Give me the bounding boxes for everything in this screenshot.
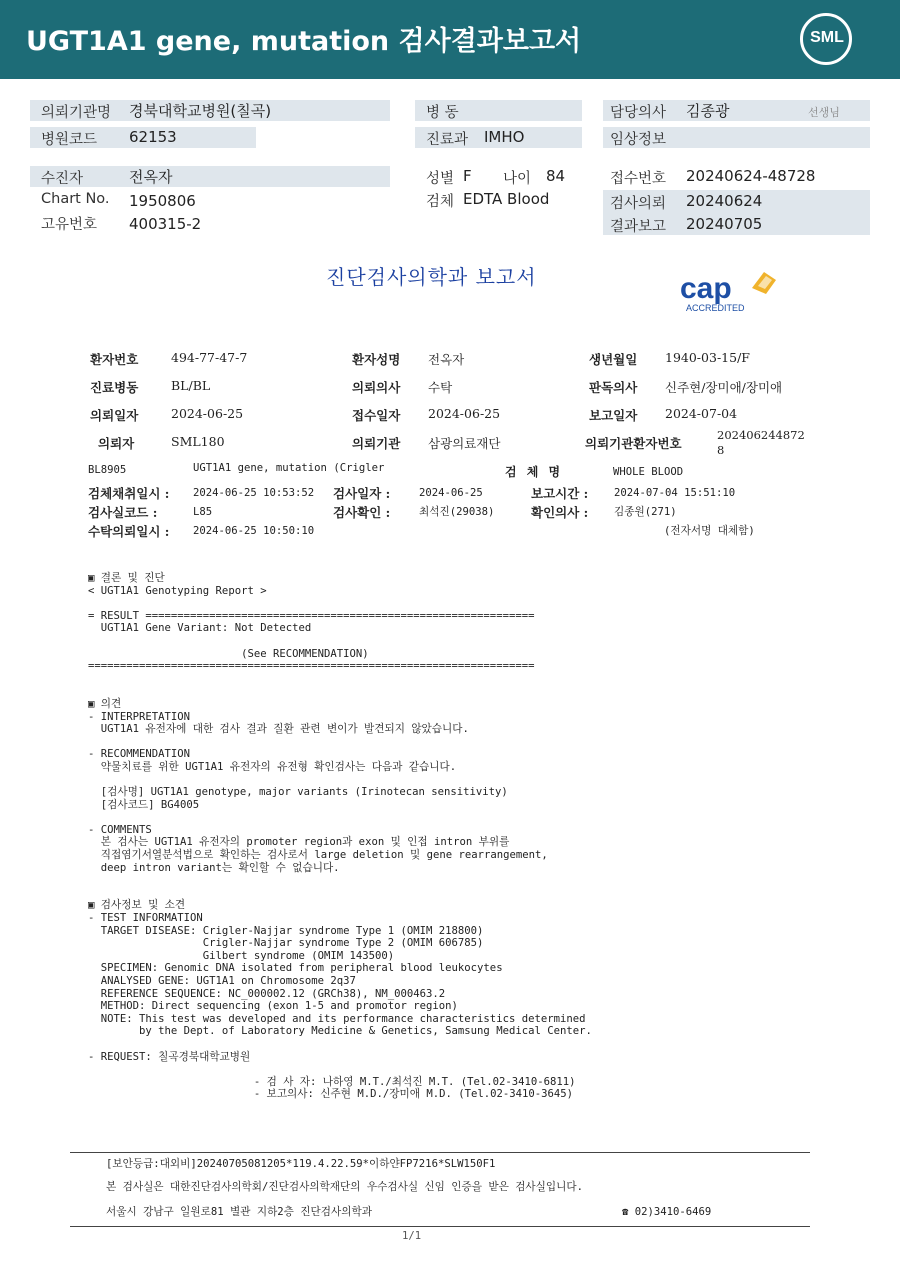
report-value: 20240705 bbox=[686, 215, 763, 233]
report-body-line: [검사코드] BG4005 bbox=[88, 798, 200, 811]
req-doctor-value: 수탁 bbox=[428, 380, 453, 395]
doctor-value: 김종광 bbox=[686, 102, 730, 120]
report-body-line: TARGET DISEASE: Crigler-Najjar syndrome Type 1 (OMIM 218800) bbox=[88, 924, 484, 937]
hospital-code-label: 병원코드 bbox=[41, 132, 98, 148]
report-body-line: - TEST INFORMATION bbox=[88, 912, 203, 925]
cap-accredited: ACCREDITED bbox=[686, 303, 745, 313]
report-body-line: - INTERPRETATION bbox=[88, 710, 191, 723]
phone-line: ☎ 02)3410-6469 bbox=[622, 1206, 712, 1218]
age-value: 84 bbox=[546, 167, 566, 185]
confirm-label: 확인의사 : bbox=[531, 505, 589, 520]
report-body-line bbox=[88, 874, 592, 887]
patient-name-value: 전옥자 bbox=[428, 352, 465, 367]
sex-label: 성별 bbox=[426, 171, 455, 187]
test-date-label: 검사일자 : bbox=[333, 486, 391, 501]
specimen-name-label: 검 체 명 bbox=[505, 465, 564, 479]
patient-name-label: 환자성명 bbox=[352, 352, 401, 367]
report-header bbox=[0, 0, 900, 79]
report-body-line: ====================================================================== bbox=[88, 660, 535, 673]
report-body-line: 직접염기서열분석법으로 확인하는 검사로서 large deletion 및 gene rearrangement, bbox=[88, 849, 548, 862]
specimen-label: 검체 bbox=[426, 194, 455, 210]
patient-label: 수진자 bbox=[41, 171, 84, 187]
report-body-line bbox=[88, 811, 592, 824]
report-body-line bbox=[88, 673, 592, 686]
receipt-date-value: 2024-06-25 bbox=[428, 406, 501, 421]
patient-value: 전옥자 bbox=[129, 168, 173, 186]
report-body-line: SPECIMEN: Genomic DNA isolated from peripheral blood leukocytes bbox=[88, 962, 503, 975]
report-body-line: by the Dept. of Laboratory Medicine & Genetics, Samsung Medical Center. bbox=[88, 1025, 592, 1038]
request-value: 20240624 bbox=[686, 192, 763, 210]
report-body-line bbox=[88, 685, 592, 698]
req-date-label: 의뢰일자 bbox=[90, 408, 139, 423]
age-label: 나이 bbox=[503, 171, 532, 187]
footer-bottom-line bbox=[70, 1226, 810, 1227]
cap-logo bbox=[680, 270, 790, 320]
security-line: [보안등급:대외비]20240705081205*119.4.22.59*이하얀FP7216*SLW150F1 bbox=[106, 1158, 496, 1170]
report-body-line: 약물치료를 위한 UGT1A1 유전자의 유전형 확인검사는 다음과 같습니다. bbox=[88, 760, 457, 773]
report-body-line: UGT1A1 Gene Variant: Not Detected bbox=[88, 622, 312, 635]
receipt-value: 20240624-48728 bbox=[686, 167, 816, 185]
report-body bbox=[88, 572, 592, 1101]
sml-logo-text: SML bbox=[810, 29, 844, 46]
report-body-line bbox=[88, 1063, 592, 1076]
report-body-line: - RECOMMENDATION bbox=[88, 748, 191, 761]
collect-value: 2024-06-25 10:53:52 bbox=[193, 487, 315, 499]
report-body-line: 본 검사는 UGT1A1 유전자의 promoter region과 exon 및 인접 intron 부위를 bbox=[88, 836, 510, 849]
report-body-line: ▣ 결론 및 진단 bbox=[88, 572, 165, 584]
patient-no-label: 환자번호 bbox=[90, 352, 139, 367]
req-inst-label: 의뢰기관 bbox=[352, 436, 401, 451]
test-code: BL8905 bbox=[88, 464, 127, 476]
sml-logo bbox=[800, 13, 852, 65]
consign-label: 수탁의뢰일시 : bbox=[88, 524, 170, 539]
report-body-line bbox=[88, 887, 592, 900]
report-body-line bbox=[88, 635, 592, 648]
requester-label: 의뢰자 bbox=[98, 436, 135, 451]
confirm-value: 김종원(271) bbox=[614, 506, 677, 518]
report-body-line bbox=[88, 1038, 592, 1051]
specimen-value: EDTA Blood bbox=[463, 190, 550, 208]
patient-bar bbox=[30, 166, 390, 187]
report-date-label: 보고일자 bbox=[589, 408, 638, 423]
ward-row-value: BL/BL bbox=[171, 378, 211, 393]
id-label: 고유번호 bbox=[41, 217, 98, 233]
report-body-line: < UGT1A1 Genotyping Report > bbox=[88, 584, 267, 597]
dept-label: 진료과 bbox=[426, 132, 469, 148]
report-body-line: - COMMENTS bbox=[88, 823, 152, 836]
req-inst-patient-cont: 8 bbox=[717, 443, 725, 457]
reading-doctor-label: 판독의사 bbox=[589, 380, 638, 395]
footer-top-line bbox=[70, 1152, 810, 1153]
report-body-line: UGT1A1 유전자에 대한 검사 결과 질환 관련 변이가 발견되지 않았습니다. bbox=[88, 723, 469, 736]
cert-line: 본 검사실은 대한진단검사의학회/진단검사의학재단의 우수검사실 신임 인증을 받은 검사실입니다. bbox=[106, 1181, 583, 1193]
requester-value: SML180 bbox=[171, 434, 225, 449]
report-time-value: 2024-07-04 15:51:10 bbox=[614, 487, 736, 499]
report-body-line: deep intron variant는 확인할 수 없습니다. bbox=[88, 861, 340, 874]
test-name: UGT1A1 gene, mutation (Crigler bbox=[193, 462, 385, 474]
reading-doctor-value: 신주현/장미애/장미애 bbox=[665, 380, 783, 395]
ward-row-label: 진료병동 bbox=[90, 380, 139, 395]
institution-value: 경북대학교병원(칠곡) bbox=[129, 102, 272, 120]
req-inst-patient-value: 202406244872 bbox=[717, 428, 805, 442]
id-value: 400315-2 bbox=[129, 215, 202, 233]
esign-note: (전자서명 대체함) bbox=[664, 525, 755, 537]
chart-label: Chart No. bbox=[41, 191, 110, 207]
consign-value: 2024-06-25 10:50:10 bbox=[193, 525, 315, 537]
page-number: 1/1 bbox=[402, 1230, 422, 1242]
receipt-label: 접수번호 bbox=[610, 171, 667, 187]
report-body-line: ▣ 검사정보 및 소견 bbox=[88, 899, 186, 912]
report-body-line: - 검 사 자: 나하영 M.T./최석진 M.T. (Tel.02-3410-6811) bbox=[88, 1075, 576, 1088]
report-body-line: METHOD: Direct sequencing (exon 1-5 and promotor region) bbox=[88, 1000, 458, 1013]
report-body-line: ▣ 의견 bbox=[88, 697, 122, 710]
checker-label: 검사확인 : bbox=[333, 505, 391, 520]
room-label: 검사실코드 : bbox=[88, 505, 158, 520]
specimen-name-value: WHOLE BLOOD bbox=[613, 466, 684, 478]
report-body-line: = RESULT ============================================================= bbox=[88, 609, 535, 622]
hospital-code-value: 62153 bbox=[129, 128, 177, 146]
test-date-value: 2024-06-25 bbox=[419, 487, 483, 499]
report-body-line: REFERENCE SEQUENCE: NC_000002.12 (GRCh38), NM_000463.2 bbox=[88, 987, 446, 1000]
collect-label: 검체채취일시 : bbox=[88, 486, 170, 501]
checker-value: 최석진(29038) bbox=[419, 506, 495, 518]
request-label: 검사의뢰 bbox=[610, 196, 667, 212]
receipt-date-label: 접수일자 bbox=[352, 408, 401, 423]
report-body-line: ANALYSED GENE: UGT1A1 on Chromosome 2q37 bbox=[88, 975, 356, 987]
report-label: 결과보고 bbox=[610, 219, 667, 235]
report-date-value: 2024-07-04 bbox=[665, 406, 738, 421]
req-inst-patient-label: 의뢰기관환자번호 bbox=[585, 436, 682, 451]
report-title: UGT1A1 gene, mutation 검사결과보고서 bbox=[26, 26, 582, 57]
report-body-line: (See RECOMMENDATION) bbox=[88, 647, 369, 660]
report-body-line: Crigler-Najjar syndrome Type 2 (OMIM 606785) bbox=[88, 937, 484, 950]
chart-value: 1950806 bbox=[129, 192, 196, 210]
patient-no-value: 494-77-47-7 bbox=[171, 350, 248, 365]
sex-value: F bbox=[463, 167, 472, 185]
report-body-line: Gilbert syndrome (OMIM 143500) bbox=[88, 949, 395, 962]
report-body-line: - REQUEST: 칠곡경북대학교병원 bbox=[88, 1050, 251, 1063]
institution-label: 의뢰기관명 bbox=[41, 105, 112, 121]
req-doctor-label: 의뢰의사 bbox=[352, 380, 401, 395]
report-body-line: - 보고의사: 신주현 M.D./장미애 M.D. (Tel.02-3410-3645) bbox=[88, 1088, 574, 1101]
address-line: 서울시 강남구 일원로81 별관 지하2층 진단검사의학과 bbox=[106, 1206, 372, 1218]
doctor-suffix: 선생님 bbox=[808, 106, 840, 119]
birth-label: 생년월일 bbox=[589, 352, 638, 367]
report-body-line: NOTE: This test was developed and its performance characteristics determined bbox=[88, 1012, 586, 1025]
report-section-title: 진단검사의학과 보고서 bbox=[326, 265, 537, 289]
report-body-line bbox=[88, 597, 592, 610]
report-body-line bbox=[88, 774, 592, 787]
report-body-line: [검사명] UGT1A1 genotype, major variants (Irinotecan sensitivity) bbox=[88, 786, 508, 799]
report-body-line bbox=[88, 736, 592, 749]
req-inst-value: 삼광의료재단 bbox=[428, 436, 501, 451]
cap-text: cap bbox=[680, 272, 732, 305]
dept-value: IMHO bbox=[484, 128, 525, 146]
doctor-label: 담당의사 bbox=[610, 105, 667, 121]
ward-label: 병 동 bbox=[426, 105, 459, 121]
room-value: L85 bbox=[193, 506, 213, 518]
report-time-label: 보고시간 : bbox=[531, 486, 589, 501]
req-date-value: 2024-06-25 bbox=[171, 406, 244, 421]
birth-value: 1940-03-15/F bbox=[665, 350, 750, 365]
clinical-label: 임상정보 bbox=[610, 132, 667, 148]
